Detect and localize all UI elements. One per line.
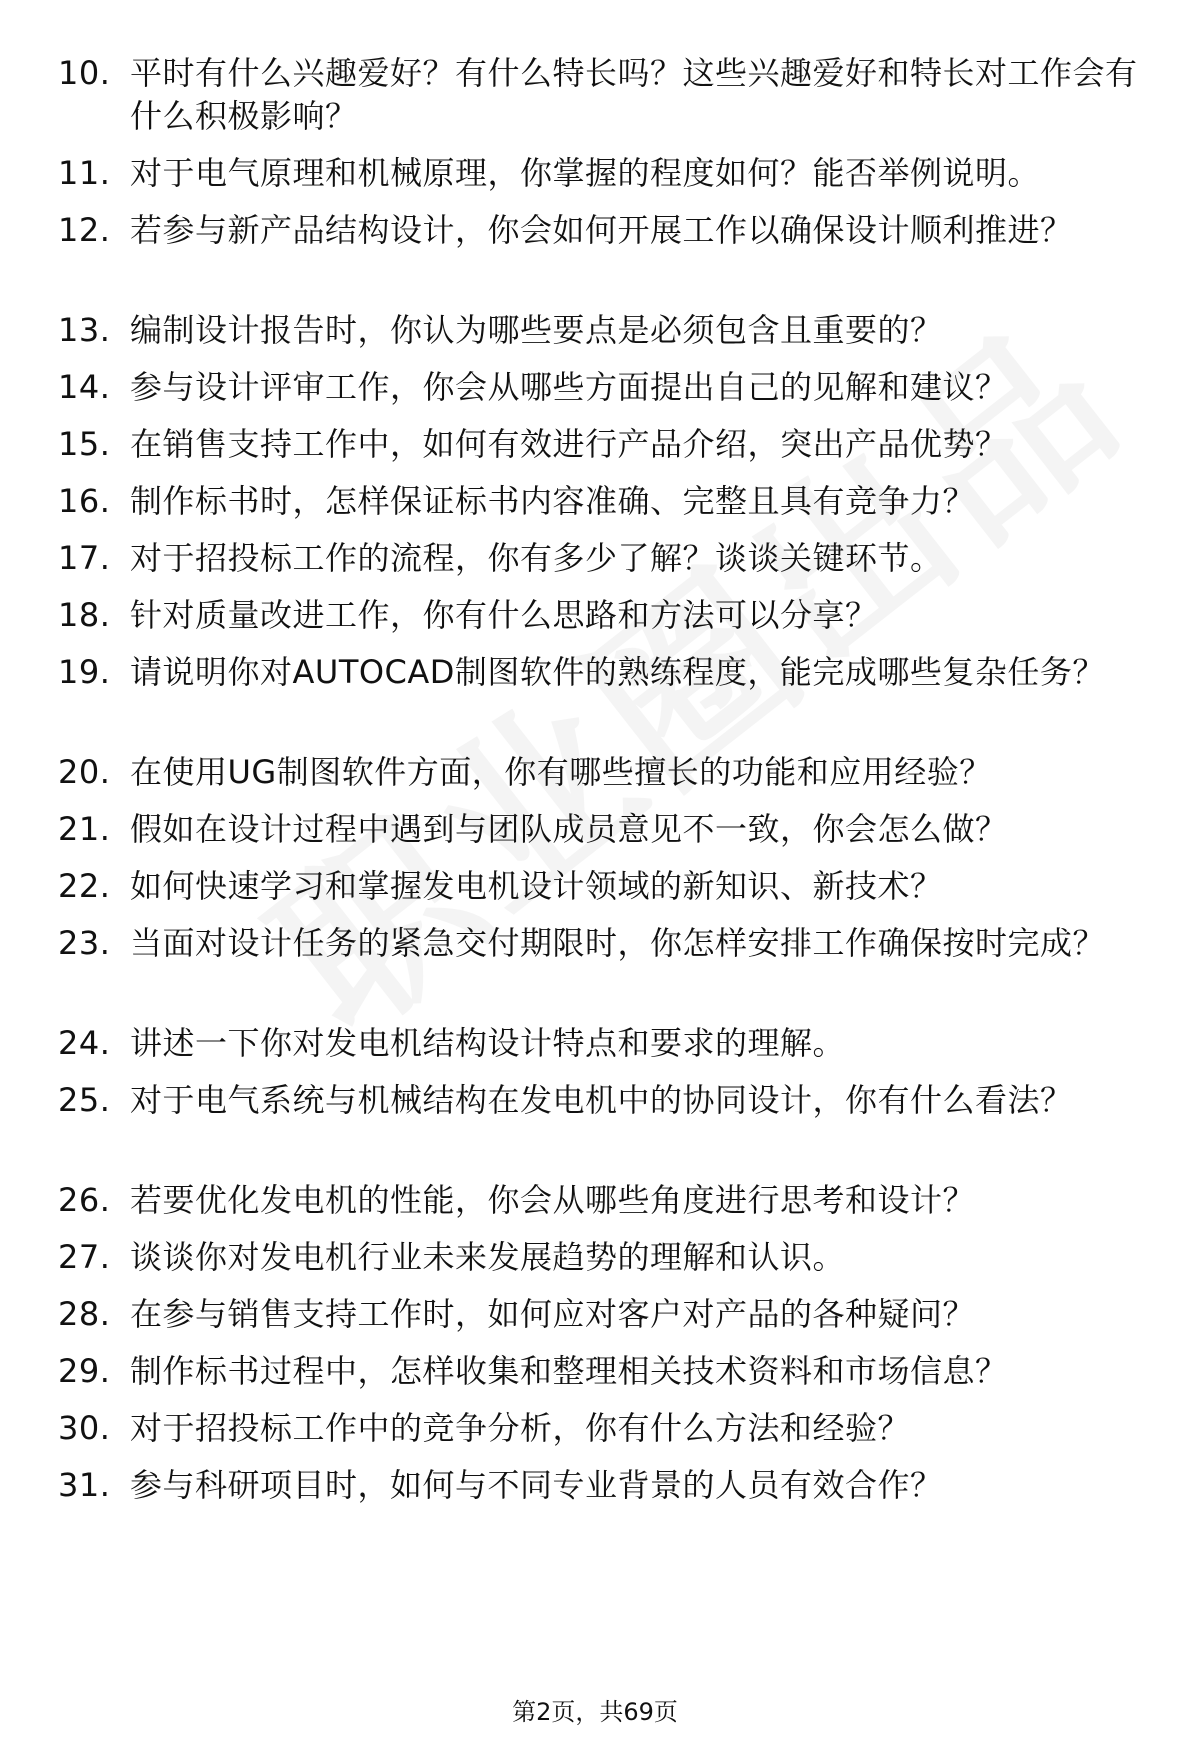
question-item <box>0 1407 1190 1450</box>
question-item <box>0 1293 1190 1336</box>
question-item <box>0 651 1190 737</box>
question-number: 21. <box>58 810 111 848</box>
question-number: 14. <box>58 368 111 406</box>
question-text: 在使用UG制图软件方面，你有哪些擅长的功能和应用经验？ <box>130 753 992 791</box>
question-number: 12. <box>58 211 111 249</box>
question-number: 18. <box>58 596 111 634</box>
question-number: 25. <box>58 1081 111 1119</box>
question-item <box>0 808 1190 851</box>
question-number: 24. <box>58 1024 111 1062</box>
question-text: 对于招投标工作的流程，你有多少了解？谈谈关键环节。 <box>130 539 943 577</box>
question-item <box>0 209 1190 295</box>
question-number: 16. <box>58 482 111 520</box>
question-text: 编制设计报告时，你认为哪些要点是必须包含且重要的？ <box>130 311 943 349</box>
page-footer: 第2页，共69页 <box>512 1698 678 1726</box>
question-item <box>0 865 1190 908</box>
question-number: 30. <box>58 1409 111 1447</box>
question-list <box>0 52 1190 1521</box>
question-text: 讲述一下你对发电机结构设计特点和要求的理解。 <box>130 1024 846 1062</box>
question-text: 参与设计评审工作，你会从哪些方面提出自己的见解和建议？ <box>130 368 1008 406</box>
question-number: 13. <box>58 311 111 349</box>
question-text: 制作标书时，怎样保证标书内容准确、完整且具有竞争力？ <box>130 482 976 520</box>
question-item <box>0 751 1190 794</box>
question-text: 制作标书过程中，怎样收集和整理相关技术资料和市场信息？ <box>130 1352 1008 1390</box>
question-item <box>0 1022 1190 1065</box>
question-text: 当面对设计任务的紧急交付期限时，你怎样安排工作确保按时完成？ <box>130 924 1106 962</box>
question-text: 对于电气系统与机械结构在发电机中的协同设计，你有什么看法？ <box>130 1081 1073 1119</box>
question-number: 26. <box>58 1181 111 1219</box>
question-item <box>0 1079 1190 1165</box>
question-number: 23. <box>58 924 111 962</box>
question-text: 若参与新产品结构设计，你会如何开展工作以确保设计顺利推进？ <box>130 211 1073 249</box>
question-item <box>0 1350 1190 1393</box>
question-number: 29. <box>58 1352 111 1390</box>
question-text: 平时有什么兴趣爱好？有什么特长吗？这些兴趣爱好和特长对工作会有什么积极影响？ <box>130 54 1138 135</box>
question-item <box>0 594 1190 637</box>
question-item <box>0 1236 1190 1279</box>
question-item <box>0 152 1190 195</box>
question-text: 对于招投标工作中的竞争分析，你有什么方法和经验？ <box>130 1409 911 1447</box>
question-text: 假如在设计过程中遇到与团队成员意见不一致，你会怎么做？ <box>130 810 1008 848</box>
question-number: 19. <box>58 653 111 691</box>
question-number: 31. <box>58 1466 111 1504</box>
question-number: 10. <box>58 54 111 92</box>
question-text: 针对质量改进工作，你有什么思路和方法可以分享？ <box>130 596 878 634</box>
question-text: 在销售支持工作中，如何有效进行产品介绍，突出产品优势？ <box>130 425 1008 463</box>
question-item <box>0 1464 1190 1507</box>
question-text: 请说明你对AUTOCAD制图软件的熟练程度，能完成哪些复杂任务？ <box>130 653 1105 691</box>
question-text: 对于电气原理和机械原理，你掌握的程度如何？能否举例说明。 <box>130 154 1041 192</box>
question-item <box>0 52 1190 138</box>
question-item <box>0 480 1190 523</box>
question-text: 参与科研项目时，如何与不同专业背景的人员有效合作？ <box>130 1466 943 1504</box>
question-text: 如何快速学习和掌握发电机设计领域的新知识、新技术？ <box>130 867 943 905</box>
question-item <box>0 366 1190 409</box>
question-text: 若要优化发电机的性能，你会从哪些角度进行思考和设计？ <box>130 1181 976 1219</box>
question-item <box>0 537 1190 580</box>
question-item <box>0 922 1190 1008</box>
question-text: 在参与销售支持工作时，如何应对客户对产品的各种疑问？ <box>130 1295 976 1333</box>
question-item <box>0 423 1190 466</box>
question-number: 27. <box>58 1238 111 1276</box>
question-number: 20. <box>58 753 111 791</box>
question-number: 11. <box>58 154 111 192</box>
question-text: 谈谈你对发电机行业未来发展趋势的理解和认识。 <box>130 1238 846 1276</box>
question-number: 28. <box>58 1295 111 1333</box>
question-number: 22. <box>58 867 111 905</box>
question-item <box>0 309 1190 352</box>
question-number: 17. <box>58 539 111 577</box>
question-number: 15. <box>58 425 111 463</box>
question-item <box>0 1179 1190 1222</box>
